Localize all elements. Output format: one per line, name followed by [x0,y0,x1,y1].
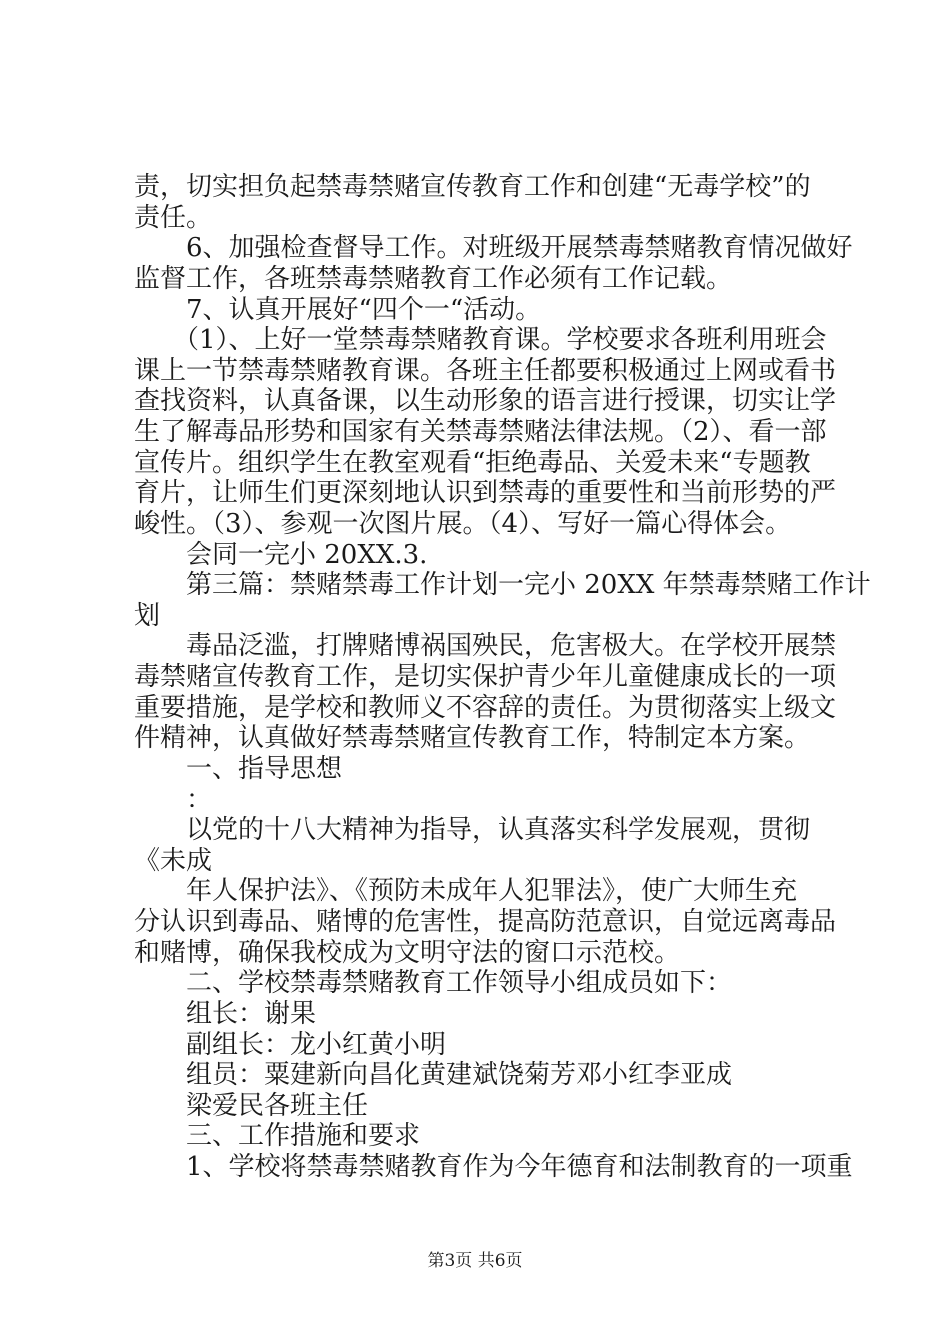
text-line: 重要措施，是学校和教师义不容辞的责任。为贯彻落实上级文 [134,693,837,723]
text-line: 分认识到毒品、赌博的危害性，提高防范意识，自觉远离毒品 [134,907,837,937]
text-line: 峻性。（3）、参观一次图片展。（4）、写好一篇心得体会。 [134,509,792,539]
text-line: 生了解毒品形势和国家有关禁毒禁赌法律法规。（2）、看一部 [134,417,827,447]
text-line: 监督工作，各班禁毒禁赌教育工作必须有工作记载。 [134,264,733,294]
text-line: 第三篇：禁赌禁毒工作计划一完小 20XX 年禁毒禁赌工作计 [134,570,871,600]
text-line: 三、工作措施和要求 [134,1121,421,1151]
text-line: 《未成 [134,846,213,876]
text-line: 组员：粟建新向昌化黄建斌饶菊芳邓小红李亚成 [134,1060,733,1090]
text-line: 梁爱民各班主任 [134,1091,369,1121]
text-line: 查找资料，认真备课，以生动形象的语言进行授课，切实让学 [134,386,837,416]
text-line: 6、加强检查督导工作。对班级开展禁毒禁赌教育情况做好 [134,233,853,263]
text-line: （1）、上好一堂禁毒禁赌教育课。学校要求各班利用班会 [134,325,827,355]
text-line: 组长：谢果 [134,999,317,1029]
text-line: 1、学校将禁毒禁赌教育作为今年德育和法制教育的一项重 [134,1152,853,1182]
text-line: 年人保护法》、《预防未成年人犯罪法》，使广大师生充 [134,876,798,906]
text-line: ： [134,785,213,815]
text-line: 会同一完小 20XX.3. [134,540,428,570]
text-line: 二、学校禁毒禁赌教育工作领导小组成员如下： [134,968,733,998]
text-line: 7、认真开展好“四个一“活动。 [134,295,542,325]
text-line: 责任。 [134,203,213,233]
text-line: 和赌博，确保我校成为文明守法的窗口示范校。 [134,938,681,968]
text-line: 一、指导思想 [134,754,343,784]
text-line: 课上一节禁毒禁赌教育课。各班主任都要积极通过上网或看书 [134,356,837,386]
text-line: 育片，让师生们更深刻地认识到禁毒的重要性和当前形势的严 [134,478,837,508]
text-line: 件精神，认真做好禁毒禁赌宣传教育工作，特制定本方案。 [134,723,811,753]
text-line: 毒禁赌宣传教育工作，是切实保护青少年儿童健康成长的一项 [134,662,837,692]
text-line: 划 [134,601,161,631]
text-line: 宣传片。组织学生在教室观看“拒绝毒品、关爱未来“专题教 [134,448,811,478]
page-footer: 第3页 共6页 [427,1251,523,1271]
text-line: 毒品泛滥，打牌赌博祸国殃民，危害极大。在学校开展禁 [134,631,837,661]
text-line: 以党的十八大精神为指导，认真落实科学发展观，贯彻 [134,815,811,845]
text-line: 副组长：龙小红黄小明 [134,1030,447,1060]
text-line: 责，切实担负起禁毒禁赌宣传教育工作和创建“无毒学校”的 [134,172,811,202]
